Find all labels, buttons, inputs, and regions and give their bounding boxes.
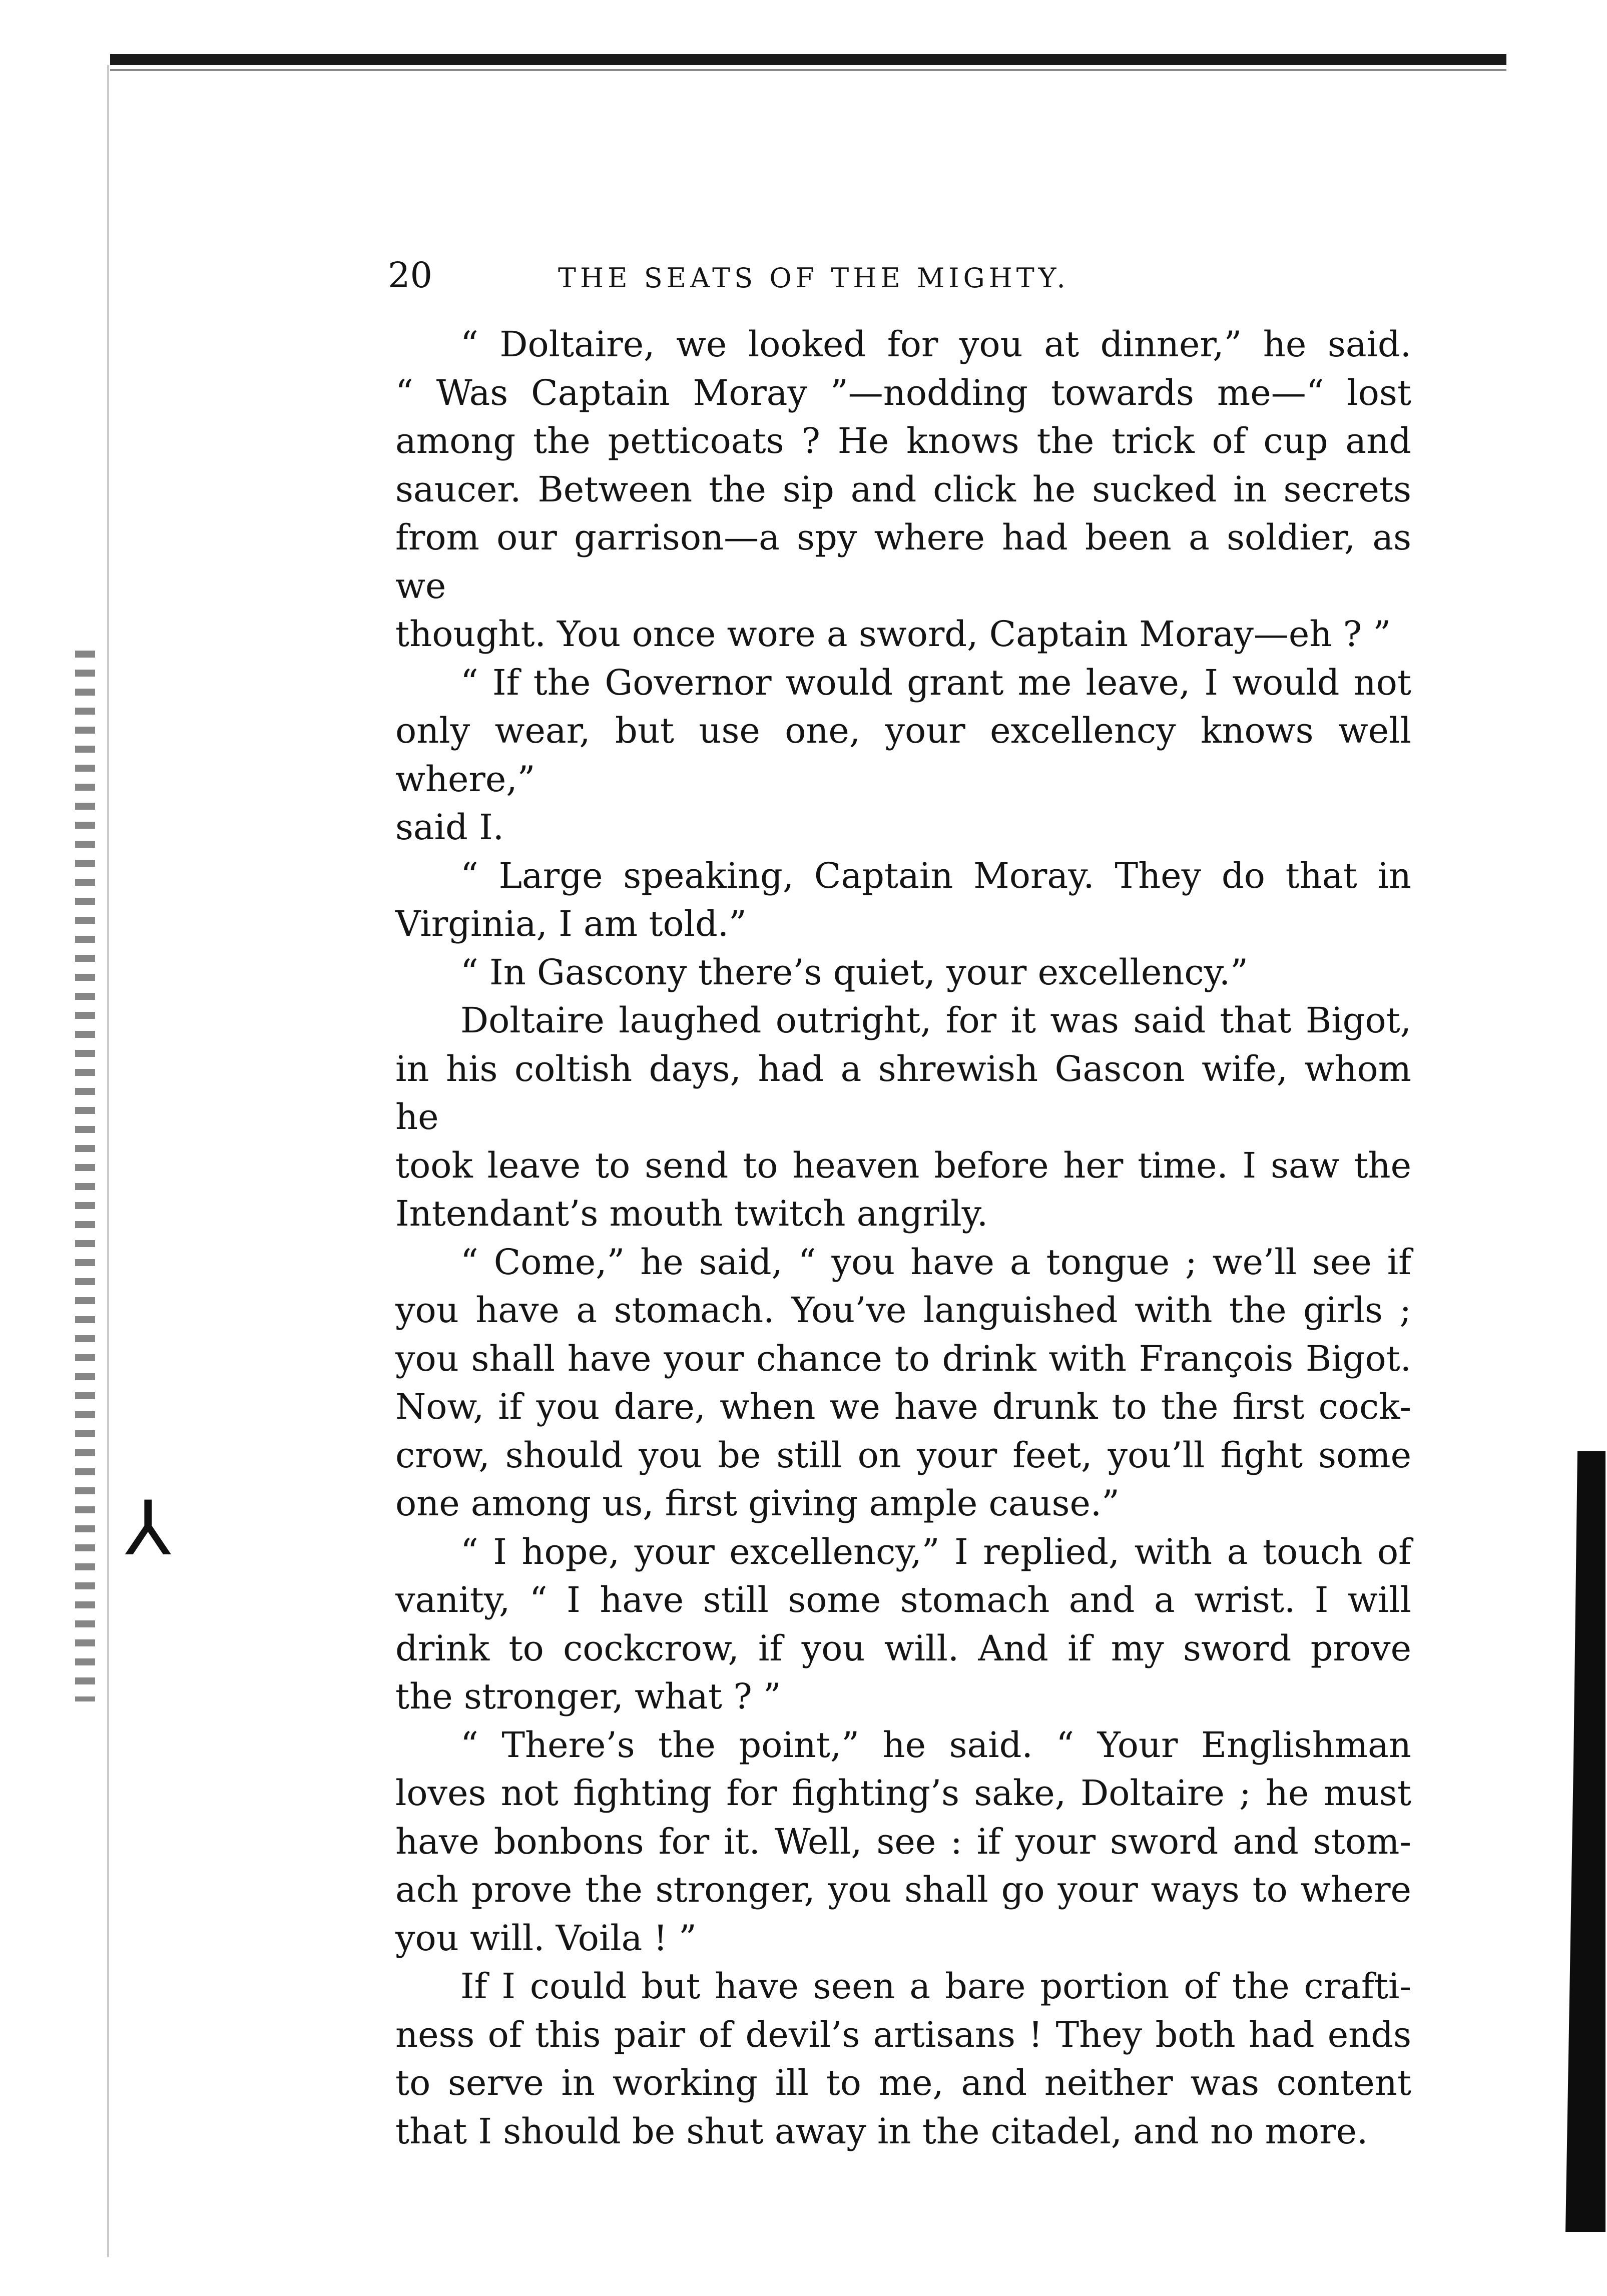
running-title: THE SEATS OF THE MIGHTY. [558,262,1069,294]
text-line: Virginia, I am told.” [395,903,747,944]
text-line: you shall have your chance to drink with François Bigot. [395,1338,1411,1379]
text-line: to serve in working ill to me, and neither was content [395,2062,1411,2103]
text-line: vanity, “ I have still some stomach and a wrist. I will [395,1579,1411,1620]
text-line: drink to cockcrow, if you will. And if my sword prove [395,1627,1411,1669]
text-line: that I should be shut away in the citadel, and no more. [395,2110,1368,2152]
paragraph [395,948,1411,997]
text-line: have bonbons for it. Well, see : if your sword and stom- [395,1821,1411,1862]
paragraph [395,320,1411,659]
text-line: “ I hope, your excellency,” I replied, with a touch of [460,1531,1411,1572]
text-line: from our garrison—a spy where had been a soldier, as we [395,517,1411,607]
handwritten-margin-mark: ⅄ [125,1485,171,1572]
text-line: thought. You once wore a sword, Captain Moray—eh ? ” [395,614,1391,655]
text-line: “ Large speaking, Captain Moray. They do that in [460,855,1411,896]
text-line: “ Come,” he said, “ you have a tongue ; we’ll see if [460,1241,1411,1283]
text-line: in his coltish days, had a shrewish Gascon wife, whom he [395,1048,1411,1137]
text-line: crow, should you be still on your feet, you’ll fight some [395,1434,1411,1476]
page-left-edge [107,65,109,2257]
text-line: ach prove the stronger, you shall go your ways to where [395,1869,1411,1910]
text-line: the stronger, what ? ” [395,1676,781,1717]
text-line: Intendant’s mouth twitch angrily. [395,1193,988,1234]
text-line: “ Was Captain Moray ”—nodding towards me—“ lost [395,372,1411,413]
paragraph [395,1238,1411,1528]
top-rule [110,54,1506,65]
text-line: saucer. Between the sip and click he sucked in secrets [395,468,1411,510]
paragraph [395,1962,1411,2155]
paragraph [395,996,1411,1238]
page-header [388,250,1419,300]
text-line: “ In Gascony there’s quiet, your excellency.” [460,951,1248,993]
top-rule-thin [110,69,1506,71]
text-line: Now, if you dare, when we have drunk to the first cock- [395,1386,1411,1427]
text-line: took leave to send to heaven before her time. I saw the [395,1144,1411,1186]
text-line: one among us, first giving ample cause.” [395,1483,1120,1524]
text-line: “ There’s the point,” he said. “ Your Englishman [460,1724,1411,1766]
text-line: If I could but have seen a bare portion of the crafti- [460,1966,1411,2007]
text-line: “ Doltaire, we looked for you at dinner,” he said. [460,324,1411,365]
text-line: “ If the Governor would grant me leave, I would not [460,662,1411,703]
text-line: only wear, but use one, your excellency knows well where,” [395,710,1411,800]
text-line: said I. [395,807,504,848]
text-line: among the petticoats ? He knows the trick of cup and [395,420,1411,461]
paragraph [395,1528,1411,1721]
page-number: 20 [388,255,433,296]
text-line: Doltaire laughed outright, for it was said that Bigot, [460,1000,1411,1041]
scan-dark-edge [1565,1451,1605,2232]
text-line: you have a stomach. You’ve languished with the girls ; [395,1290,1411,1331]
paragraph [395,852,1411,948]
text-line: you will. Voila ! ” [395,1917,697,1959]
text-line: loves not fighting for fighting’s sake, Doltaire ; he must [395,1773,1411,1814]
scan-specks [75,651,95,1701]
paragraph [395,1721,1411,1963]
paragraph [395,659,1411,852]
text-line: ness of this pair of devil’s artisans ! They both had ends [395,2014,1411,2055]
body-text [395,320,1411,2152]
